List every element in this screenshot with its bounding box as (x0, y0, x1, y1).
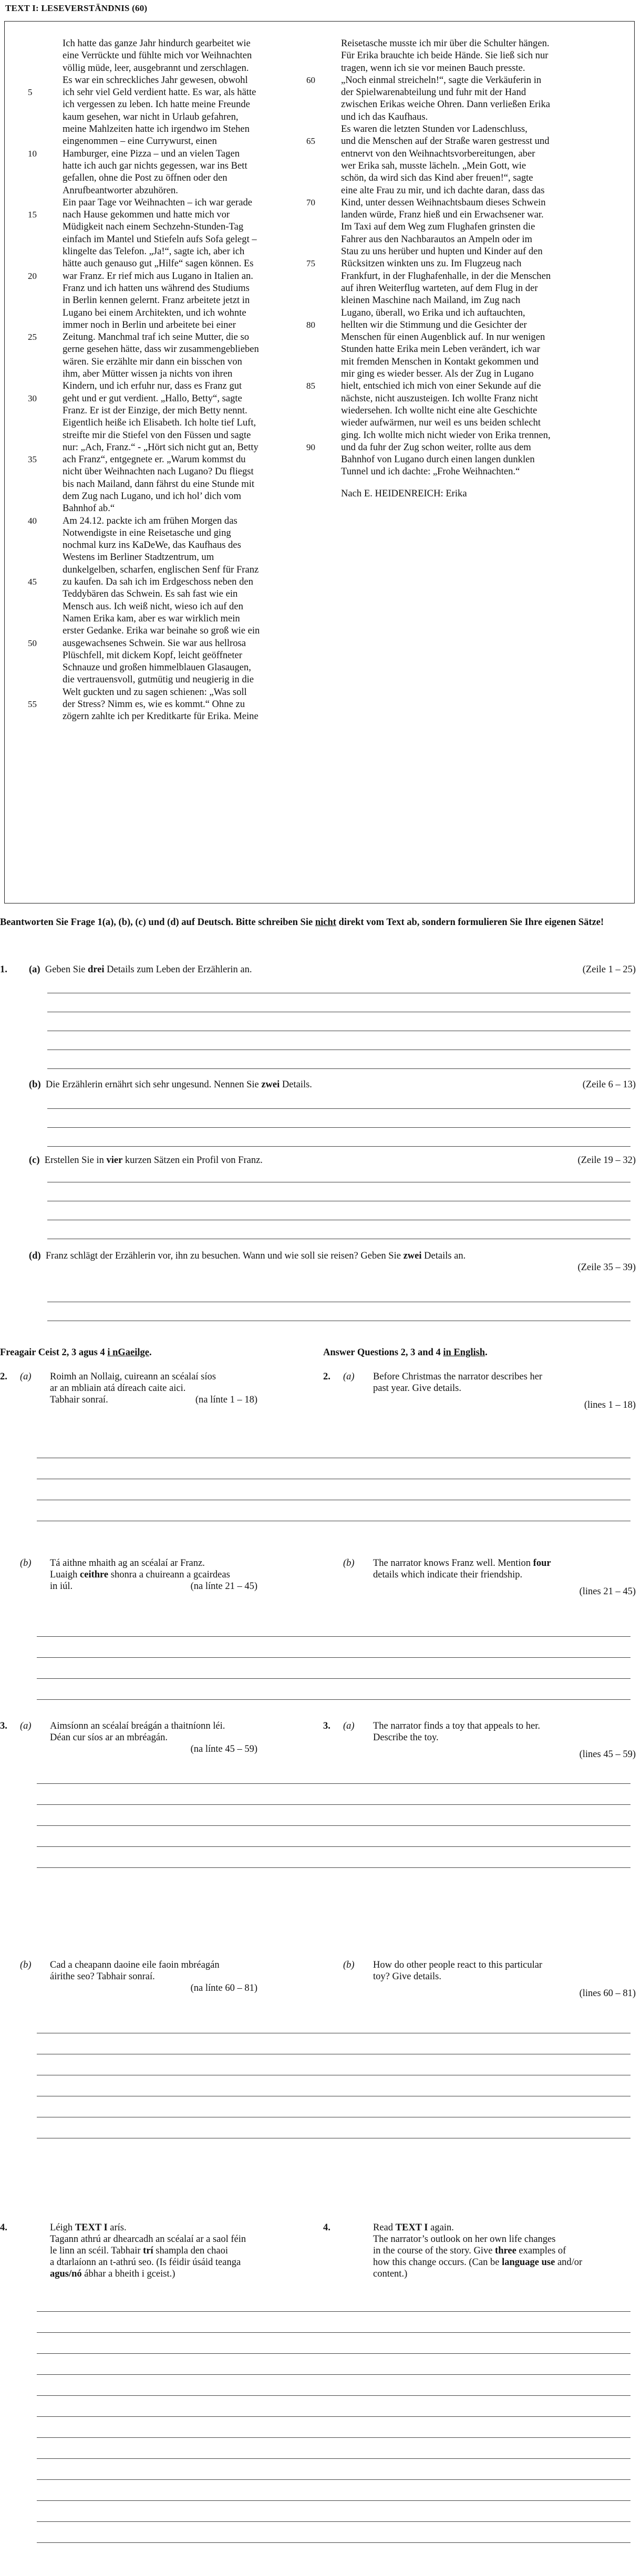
left-line: klingelte das Telefon. „Ja!“, sagte ich, aber ich (63, 246, 245, 257)
line-number: 85 (306, 381, 315, 391)
right-line: Im Taxi auf dem Weg zum Flughafen grinsten die (341, 221, 535, 233)
left-line: eine Verrückte und fühlte mich vor Weihnachten (63, 50, 252, 61)
question-text: Luaigh ceithre shonra a chuireann a gcairdeas (50, 1570, 230, 1580)
question-number: 2. (0, 1372, 7, 1382)
right-line: Bahnhof von Lugano durch einen langen dunklen (341, 454, 535, 465)
question-text: The narrator’s outlook on her own life changes (373, 2234, 556, 2245)
answer-line[interactable] (37, 2416, 630, 2417)
answer-line[interactable] (37, 2395, 630, 2396)
line-number: 5 (28, 87, 33, 98)
line-reference: (na línte 60 – 81) (190, 1983, 257, 1993)
q1b-text-1: Die Erzählerin ernährt sich sehr ungesund. Nennen Sie (45, 1079, 262, 1090)
passage-box (4, 21, 635, 903)
instruction-text-1: Beantworten Sie Frage 1(a), (b), (c) und (d) auf Deutsch. Bitte schreiben Sie (0, 917, 315, 928)
passage-source: Nach E. HEIDENREICH: Erika (341, 487, 467, 499)
left-line: war Franz. Er rief mich aus Lugano in Italien an. (63, 270, 253, 282)
right-line: Tunnel und ich dachte: „Frohe Weihnachten.“ (341, 466, 520, 477)
left-line: Franz. Er ist der Einzige, der mich Betty nennt. (63, 404, 247, 416)
left-line: zögern zahlte ich per Kreditkarte für Erika. Meine (63, 711, 259, 722)
left-line: Am 24.12. packte ich am frühen Morgen das (63, 515, 237, 526)
line-number: 60 (306, 75, 315, 85)
english-head-underlined: in English (443, 1347, 485, 1358)
line-reference: (na línte 45 – 59) (190, 1744, 257, 1754)
right-line: schön, da wird sich das Kind aber freuen!“, sagte (341, 172, 533, 184)
question-text: how this change occurs. (Can be language use and/or (373, 2257, 583, 2268)
answer-line[interactable] (37, 1636, 630, 1637)
irish-section-head (0, 1347, 152, 1358)
answer-line[interactable] (47, 1108, 630, 1109)
answer-line[interactable] (37, 2521, 630, 2522)
irish-head-text: Freagair Ceist 2, 3 agus 4 (0, 1347, 108, 1358)
question-number: 4. (323, 2222, 330, 2233)
answer-line[interactable] (37, 2479, 630, 2480)
line-number: 90 (306, 442, 315, 452)
q1d-label: (d) (29, 1251, 41, 1261)
left-line: Bahnhof ab.“ (63, 503, 115, 514)
right-line: auf ihren Weiterflug warteten, auf dem Flug in der (341, 282, 538, 294)
question-label: (a) (20, 1721, 32, 1731)
answer-line[interactable] (47, 1127, 630, 1128)
question-text: past year. Give details. (373, 1383, 461, 1394)
left-line: Schnauze und großen himmelblauen Glasaugen, (63, 662, 251, 673)
question-text: The narrator knows Franz well. Mention four (373, 1558, 551, 1569)
question-number: 3. (323, 1721, 330, 1731)
right-line: zwischen Erikas weiche Ohren. Dann verließen Erika (341, 99, 551, 110)
question-label: (a) (343, 1721, 355, 1731)
question-text: Roimh an Nollaig, cuireann an scéalaí síos (50, 1372, 216, 1382)
question-text: le linn an scéil. Tabhair trí shampla den chaoi (50, 2246, 228, 2256)
question-label: (b) (343, 1960, 355, 1970)
q1a-bold: drei (88, 964, 105, 975)
line-number: 70 (306, 197, 315, 207)
left-line: Müdigkeit nach einem Sechzehn-Stunden-Tag (63, 221, 244, 233)
question-text: Cad a cheapann daoine eile faoin mbréagán (50, 1960, 220, 1970)
left-line: dunkelgelben, scharfen, englischen Senf für Franz (63, 564, 259, 575)
left-line: erster Gedanke. Erika war beinahe so groß wie ein (63, 625, 260, 637)
q1a-label: (a) (29, 964, 40, 975)
question-text: in the course of the story. Give three examples of (373, 2246, 566, 2256)
right-line: kleinen Maschine nach Mailand, im Zug nach (341, 295, 521, 306)
left-line: hätte auch genauso gut „Hilfe“ sagen können. Es (63, 258, 254, 269)
question-text: Léigh TEXT I arís. (50, 2222, 127, 2233)
line-number: 25 (28, 332, 37, 342)
right-line: entnervt von den Weihnachtsvorbereitungen, aber (341, 148, 535, 159)
english-section-head (323, 1347, 488, 1358)
left-line: meine Mahlzeiten hatte ich irgendwo im Stehen (63, 123, 250, 135)
question-text: Tagann athrú ar dhearcadh an scéalaí ar a saol féin (50, 2234, 246, 2245)
left-line: ausgewachsenes Schwein. Sie war aus hellrosa (63, 637, 246, 649)
answer-line[interactable] (37, 2437, 630, 2438)
right-line: Menschen für einen Augenblick auf. In nur wenigen (341, 331, 545, 343)
answer-line[interactable] (37, 1804, 630, 1805)
q1b-text-2: Details. (280, 1079, 312, 1090)
question-text: in iúl. (50, 1581, 73, 1592)
answer-line[interactable] (37, 2374, 630, 2375)
q1c (29, 1155, 636, 1166)
right-line: und da fuhr der Zug schon weiter, rollte aus dem (341, 441, 531, 453)
line-number: 20 (28, 271, 37, 281)
right-line: landen würde, Franz hieß und ein Erwachsener war. (341, 209, 544, 221)
left-line: in Berlin kennen gelernt. Franz arbeitete jetzt in (63, 295, 250, 306)
question-text: agus/nó ábhar a bheith i gceist.) (50, 2269, 175, 2279)
left-line: Notwendigste in eine Reisetasche und ging (63, 527, 231, 538)
answer-line[interactable] (37, 2311, 630, 2312)
left-line: Welt guckten und zu sagen schienen: „Was soll (63, 686, 247, 698)
answer-line[interactable] (37, 1867, 630, 1868)
right-line: Fahrer aus den Nachbarautos an Ampeln oder im (341, 233, 533, 245)
q1c-bold: vier (106, 1155, 123, 1166)
right-line: Rücksitzen winkten uns zu. Im Flugzeug nach (341, 258, 522, 269)
right-line: wiedersehen. Ich wollte nicht eine alte Geschichte (341, 404, 537, 416)
q1a-ref: (Zeile 1 – 25) (582, 964, 636, 975)
question-text: áirithe seo? Tabhair sonraí. (50, 1971, 155, 1982)
q1d-text-2: Details an. (421, 1251, 466, 1261)
question-label: (b) (20, 1558, 32, 1569)
line-number: 50 (28, 638, 37, 648)
left-line: streifte mir die Stiefel von den Füssen und sagte (63, 429, 251, 441)
line-reference: (na línte 1 – 18) (195, 1395, 257, 1405)
right-line: Stau zu uns herüber und hupten und Kinder auf den (341, 246, 543, 257)
left-line: kaum gesehen, war nicht in Urlaub gefahren, (63, 111, 239, 122)
q1d-text-1: Franz schlägt der Erzählerin vor, ihn zu besuchen. Wann und wie soll sie reisen? Geben Sie (45, 1251, 404, 1261)
left-line: nochmal kurz ins KaDeWe, das Kaufhaus des (63, 539, 241, 551)
right-line: Reisetasche musste ich mir über die Schulter hängen. (341, 38, 550, 49)
question-text: content.) (373, 2269, 408, 2279)
question-text: Before Christmas the narrator describes her (373, 1372, 543, 1382)
right-line: wieder aufwärmen, nur weil es uns beiden schlecht (341, 417, 541, 429)
left-line: einfach im Mantel und Stiefeln aufs Sofa gelegt – (63, 233, 257, 245)
right-line: Lugano, überall, wo Erika und ich auftauchten, (341, 307, 525, 318)
answer-line[interactable] (37, 2353, 630, 2354)
left-line: Plüschfell, mit dickem Kopf, leicht geöffneter (63, 649, 242, 661)
left-line: ich vergessen zu leben. Ich hatte meine Freunde (63, 99, 250, 110)
left-line: nach Hause gekommen und hatte mich vor (63, 209, 230, 221)
line-number: 40 (28, 515, 37, 526)
question-text: Déan cur síos ar an mbréagán. (50, 1732, 168, 1743)
left-line: Franz und ich hatten uns während des Studiums (63, 282, 250, 294)
right-line: und ich das Kaufhaus. (341, 111, 428, 122)
left-line: ich sehr viel Geld verdient hatte. Es war, als hätte (63, 87, 256, 98)
left-line: der Stress? Nimm es, wie es kommt.“ Ohne zu (63, 699, 245, 710)
answer-instruction (0, 917, 636, 928)
q1b-label: (b) (29, 1079, 41, 1090)
line-reference: (lines 1 – 18) (584, 1400, 636, 1410)
instruction-emphasis: nicht (315, 917, 336, 928)
left-line: geht und er gut verdient. „Hallo, Betty“, sagte (63, 392, 242, 404)
left-line: dem Zug nach Lugano, und ich hol’ dich vom (63, 490, 241, 502)
left-line: ach Franz“, entgegnete er. „Warum kommst du (63, 454, 246, 465)
q1c-text-1: Erstellen Sie in (44, 1155, 107, 1166)
line-number: 75 (306, 258, 315, 269)
question-text: Describe the toy. (373, 1732, 439, 1743)
line-reference: (lines 60 – 81) (579, 1988, 636, 1999)
question-text: The narrator finds a toy that appeals to her. (373, 1721, 540, 1731)
irish-head-underlined: i nGaeilge (107, 1347, 149, 1358)
question-number: 2. (323, 1372, 330, 1382)
q1c-ref: (Zeile 19 – 32) (577, 1155, 636, 1166)
left-line: Teddybären das Schwein. Es sah fast wie ein (63, 588, 238, 600)
question-number: 4. (0, 2222, 7, 2233)
left-line: die vertrauensvoll, gutmütig und neugierig in die (63, 674, 254, 685)
right-line: Es waren die letzten Stunden vor Ladenschluss, (341, 123, 528, 135)
instruction-text-2: direkt vom Text ab, sondern formulieren Sie Ihre eigenen Sätze! (336, 917, 604, 928)
question-text: a dtarlaíonn an t-athrú seo. (Is féidir úsáid teanga (50, 2257, 241, 2268)
q1d (29, 1250, 636, 1273)
right-line: Stunden hatte Erika mein Leben verändert, ich war (341, 344, 540, 355)
right-line: tragen, wenn ich sie vor meinen Bauch presste. (341, 62, 525, 74)
left-line: Zeitung. Manchmal traf ich seine Mutter, die so (63, 331, 250, 343)
line-number: 65 (306, 136, 315, 147)
left-line: hatte ich auch gar nichts gegessen, war ins Bett (63, 160, 247, 171)
left-line: ihm, aber Mütter wissen ja nichts von ihren (63, 368, 233, 380)
passage-right-column (341, 37, 604, 500)
answer-line[interactable] (47, 1146, 630, 1147)
line-number: 15 (28, 210, 37, 220)
left-line: Kindern, und ich erfuhr nur, dass es Franz gut (63, 380, 242, 392)
q1b-bold: zwei (261, 1079, 280, 1090)
right-line: Kind, unter dessen Weihnachtsbaum dieses Schwein (341, 196, 546, 208)
right-line: Für Erika brauchte ich beide Hände. Sie ließ sich nur (341, 50, 549, 61)
question-text: Aimsíonn an scéalaí breágán a thaitníonn léi. (50, 1721, 225, 1731)
question-text: toy? Give details. (373, 1971, 441, 1982)
line-number: 30 (28, 393, 37, 403)
left-line: Ein paar Tage vor Weihnachten – ich war gerade (63, 196, 252, 208)
left-line: Westens im Berliner Stadtzentrum, um (63, 552, 214, 563)
question-number: 3. (0, 1721, 7, 1731)
line-number: 80 (306, 319, 315, 330)
right-line: Frankfurt, in der Flughafenhalle, in der die Menschen (341, 270, 551, 282)
right-line: hellten wir die Stimmung und die Gesichter der (341, 319, 527, 330)
question-label: (b) (20, 1960, 32, 1970)
right-line: der Spielwarenabteilung und fuhr mit der Hand (341, 87, 526, 98)
q1d-bold: zwei (403, 1251, 422, 1261)
answer-line[interactable] (37, 1825, 630, 1826)
english-head-end: . (485, 1347, 488, 1358)
question-label: (b) (343, 1558, 355, 1569)
q1a-text-1: Geben Sie (45, 964, 88, 975)
left-line: Es war ein schreckliches Jahr gewesen, obwohl (63, 74, 248, 86)
left-line: gefallen, ohne die Post zu öffnen oder den (63, 172, 228, 184)
left-line: eingenommen – eine Currywurst, einen (63, 136, 217, 147)
line-number: 10 (28, 148, 37, 159)
left-line: zu kaufen. Da sah ich im Erdgeschoss neben den (63, 576, 253, 588)
left-line: gerne gesehen hätte, dass wir zusammengeblieben (63, 344, 259, 355)
line-number: 45 (28, 577, 37, 587)
irish-head-end: . (149, 1347, 152, 1358)
q1b-ref: (Zeile 6 – 13) (582, 1079, 636, 1090)
answer-line[interactable] (37, 1783, 630, 1784)
question-text: Tabhair sonraí. (50, 1395, 108, 1405)
question-text: Tá aithne mhaith ag an scéalaí ar Franz. (50, 1558, 205, 1569)
left-line: völlig müde, leer, ausgebrannt und zerschlagen. (63, 62, 249, 74)
right-line: ging. Ich wollte mich nicht wieder von Erika trennen, (341, 429, 551, 441)
right-line: eine alte Frau zu mir, und ich dachte daran, dass das (341, 184, 545, 196)
left-line: Lugano bei einem Architekten, und ich wohnte (63, 307, 246, 318)
left-line: immer noch in Berlin und arbeitete bei einer (63, 319, 236, 330)
line-reference: (na línte 21 – 45) (190, 1581, 257, 1592)
answer-line[interactable] (37, 1678, 630, 1679)
answer-line[interactable] (37, 1699, 630, 1700)
line-reference: (lines 21 – 45) (579, 1586, 636, 1597)
answer-line[interactable] (37, 2500, 630, 2501)
left-line: Ich hatte das ganze Jahr hindurch gearbeitet wie (63, 38, 251, 49)
left-line: Namen Erika kam, aber es war wirklich mein (63, 612, 240, 624)
right-line: und die Menschen auf der Straße waren gestresst und (341, 136, 550, 147)
right-line: nächste, nicht auszusteigen. Ich wollte Franz nicht (341, 392, 538, 404)
line-number: 35 (28, 454, 37, 465)
right-line: „Noch einmal streicheln!“, sagte die Verkäuferin in (341, 74, 542, 86)
answer-line[interactable] (37, 1657, 630, 1658)
question-text: ar an mbliain atá díreach caite aici. (50, 1383, 186, 1394)
left-line: wären. Sie erzählte mir dann ein bisschen von (63, 356, 242, 367)
line-reference: (lines 45 – 59) (579, 1749, 636, 1760)
page-title: TEXT I: LESEVERSTÄNDNIS (60) (5, 3, 148, 13)
question-text: How do other people react to this particular (373, 1960, 543, 1970)
question-text: details which indicate their friendship. (373, 1570, 523, 1580)
answer-line[interactable] (37, 1846, 630, 1847)
answer-line[interactable] (37, 2332, 630, 2333)
left-line: Hamburger, eine Pizza – und an vielen Tagen (63, 148, 240, 159)
question-label: (a) (20, 1372, 32, 1382)
left-line: bis nach Mailand, dann fährst du eine Stunde mit (63, 478, 255, 490)
left-line: Eigentlich heiße ich Elisabeth. Ich holte tief Luft, (63, 417, 256, 429)
right-line: mit fremden Menschen in Kontakt gekommen und (341, 356, 539, 367)
left-line: nur: „Ach, Franz.“ - „Hört sich nicht gut an, Betty (63, 441, 259, 453)
passage-left-column (63, 37, 304, 723)
q1b (29, 1079, 636, 1090)
right-line: hielt, entschied ich mich von einer Sekunde auf die (341, 380, 541, 392)
english-head-text: Answer Questions 2, 3 and 4 (323, 1347, 443, 1358)
right-line: wer Erika sah, musste lächeln. „Mein Gott, wie (341, 160, 526, 171)
answer-line[interactable] (37, 2542, 630, 2543)
left-line: Anrufbeantworter abzuhören. (63, 184, 178, 196)
q1d-ref: (Zeile 35 – 39) (577, 1262, 636, 1273)
line-number: 55 (28, 699, 37, 710)
answer-line[interactable] (37, 2458, 630, 2459)
q1a-text-2: Details zum Leben der Erzählerin an. (104, 964, 252, 975)
q1c-text-2: kurzen Sätzen ein Profil von Franz. (122, 1155, 263, 1166)
question-text: Read TEXT I again. (373, 2222, 454, 2233)
answer-line[interactable] (47, 1068, 630, 1069)
q1c-label: (c) (29, 1155, 40, 1166)
left-line: nicht über Weihnachten nach Lugano? Du fliegst (63, 466, 254, 477)
right-line: mir ging es wieder besser. Als der Zug in Lugano (341, 368, 534, 380)
question-label: (a) (343, 1372, 355, 1382)
left-line: Mensch aus. Ich weiß nicht, wieso ich auf den (63, 600, 243, 612)
q1-number: 1. (0, 964, 7, 975)
